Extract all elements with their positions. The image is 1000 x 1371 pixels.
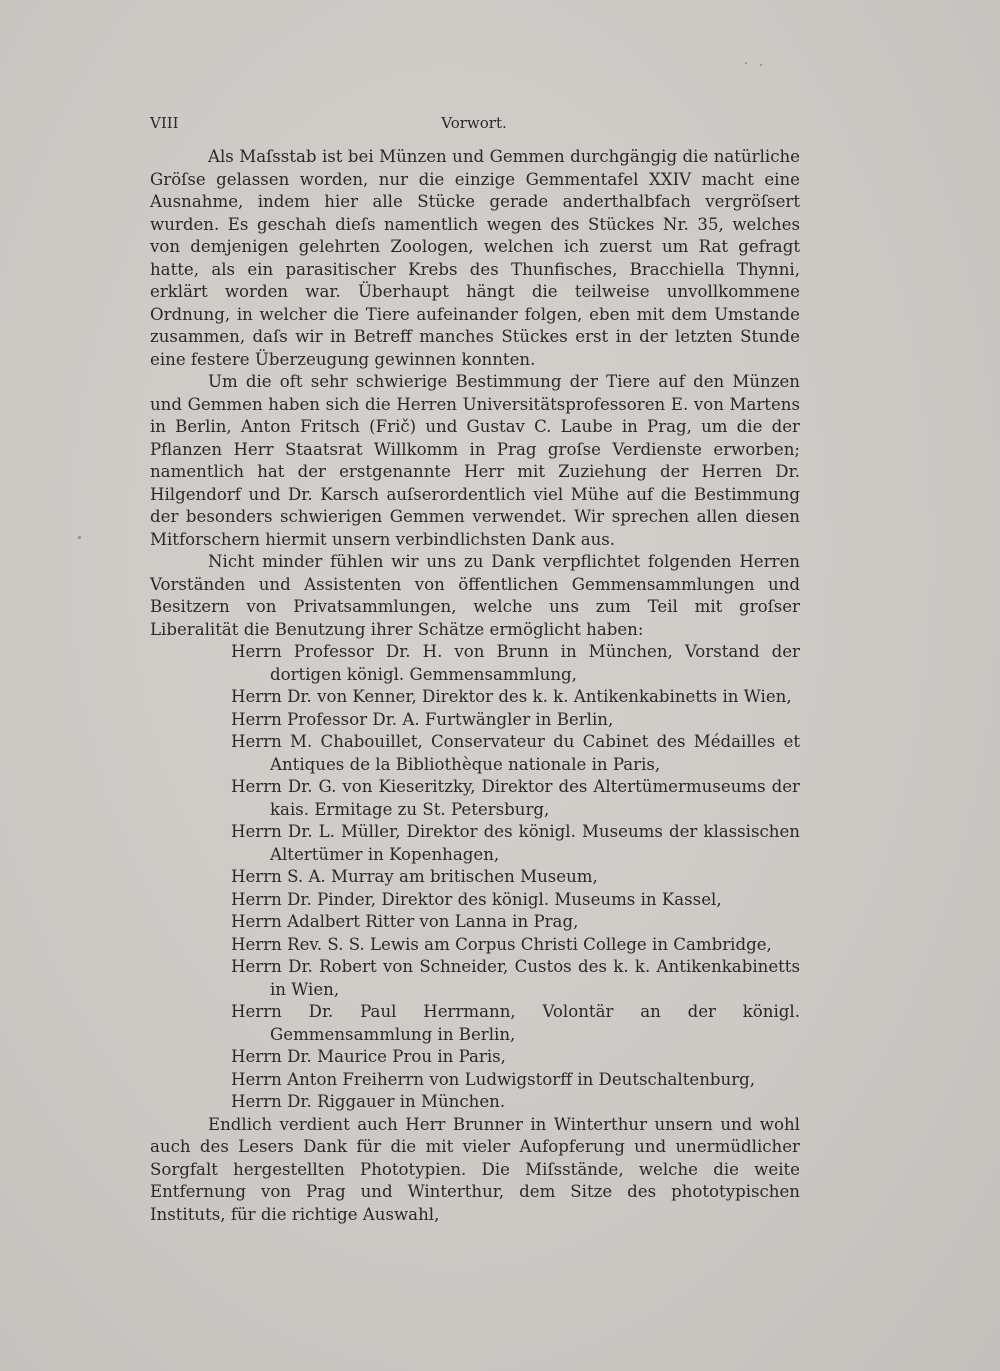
acknowledgement-list <box>150 641 800 1114</box>
preface-body <box>150 146 800 1226</box>
list-item: Herrn Dr. von Kenner, Direktor des k. k. Antikenkabinetts in Wien, <box>231 687 792 706</box>
paragraph-scale: Als Maſsstab ist bei Münzen und Gemmen durchgängig die natürliche Gröſse gelassen worden, nur die einzige Gemmentafel XXIV macht eine Ausnahme, indem hier alle Stücke gerade anderthalbfach vergröſsert wurden. Es geschah dieſs namentlich wegen des Stückes Nr. 35, welches von demjenigen gelehrten Zoologen, welchen ich zuerst um Rat gefragt hatte, als ein parasitischer Krebs des Thunfisches, Bracchiella Thynni, erklärt worden war. Überhaupt hängt die teilweise unvollkommene Ordnung, in welcher die Tiere aufeinander folgen, eben mit dem Umstande zusammen, daſs wir in Betreff manches Stückes erst in der letzten Stunde eine festere Überzeugung gewinnen konnten. <box>150 147 800 369</box>
list-item: Herrn Adalbert Ritter von Lanna in Prag, <box>231 912 579 931</box>
list-item: Herrn Dr. L. Müller, Direktor des königl. Museums der klassischen Altertümer in Kopenhagen, <box>231 822 800 864</box>
scan-speck <box>760 64 762 66</box>
paragraph-collections-intro: Nicht minder fühlen wir uns zu Dank verpflichtet folgenden Herren Vorständen und Assistenten von öffentlichen Gemmensammlungen und Besitzern von Privatsammlungen, welche uns zum Teil mit groſser Liberalität die Benutzung ihrer Schätze ermöglicht haben: <box>150 552 800 639</box>
list-item: Herrn Anton Freiherrn von Ludwigstorff in Deutschaltenburg, <box>231 1069 756 1089</box>
list-item: Herrn Dr. Paul Herrmann, Volontär an der königl. Gemmensammlung in Berlin, <box>231 1002 800 1044</box>
scan-speck <box>745 62 747 64</box>
page-header <box>150 114 798 138</box>
scan-speck <box>78 536 81 539</box>
page-number: VIII <box>150 114 179 132</box>
list-item: Herrn M. Chabouillet, Conservateur du Cabinet des Médailles et Antiques de la Bibliothèque nationale in Paris, <box>231 732 800 774</box>
list-item: Herrn Professor Dr. H. von Brunn in München, Vorstand der dortigen königl. Gemmensammlung, <box>231 642 800 684</box>
paragraph-closing: Endlich verdient auch Herr Brunner in Winterthur unsern und wohl auch des Lesers Dank für die mit vieler Aufopferung und unermüdlicher Sorgfalt hergestellten Phototypien. Die Miſsstände, welche die weite Entfernung von Prag und Winterthur, dem Sitze des phototypischen Instituts, für die richtige Auswahl, <box>150 1114 800 1224</box>
list-item: Herrn Dr. G. von Kieseritzky, Direktor des Altertümermuseums der kais. Ermitage zu St. Petersburg, <box>231 777 800 819</box>
list-item: Herrn Dr. Robert von Schneider, Custos des k. k. Antikenkabinetts in Wien, <box>231 957 800 999</box>
list-item: Herrn Dr. Riggauer in München. <box>231 1092 506 1111</box>
paragraph-identification: Um die oft sehr schwierige Bestimmung der Tiere auf den Münzen und Gemmen haben sich die Herren Universitätsprofessoren E. von Martens in Berlin, Anton Fritsch (Frič) und Gustav C. Laube in Prag, um die der Pflanzen Herr Staatsrat Willkomm in Prag groſse Verdienste erworben; namentlich hat der erstgenannte Herr mit Zuziehung der Herren Dr. Hilgendorf und Dr. Karsch auſserordentlich viel Mühe auf die Bestimmung der besonders schwierigen Gemmen verwendet. Wir sprechen allen diesen Mitforschern hiermit unsern verbindlichsten Dank aus. <box>150 372 800 549</box>
list-item: Herrn Dr. Pinder, Direktor des königl. Museums in Kassel, <box>231 889 722 909</box>
running-title: Vorwort. <box>441 114 507 132</box>
list-item: Herrn S. A. Murray am britischen Museum, <box>231 867 598 886</box>
list-item: Herrn Dr. Maurice Prou in Paris, <box>231 1047 506 1066</box>
list-item: Herrn Rev. S. S. Lewis am Corpus Christi College in Cambridge, <box>231 934 772 954</box>
list-item: Herrn Professor Dr. A. Furtwängler in Berlin, <box>231 709 614 729</box>
